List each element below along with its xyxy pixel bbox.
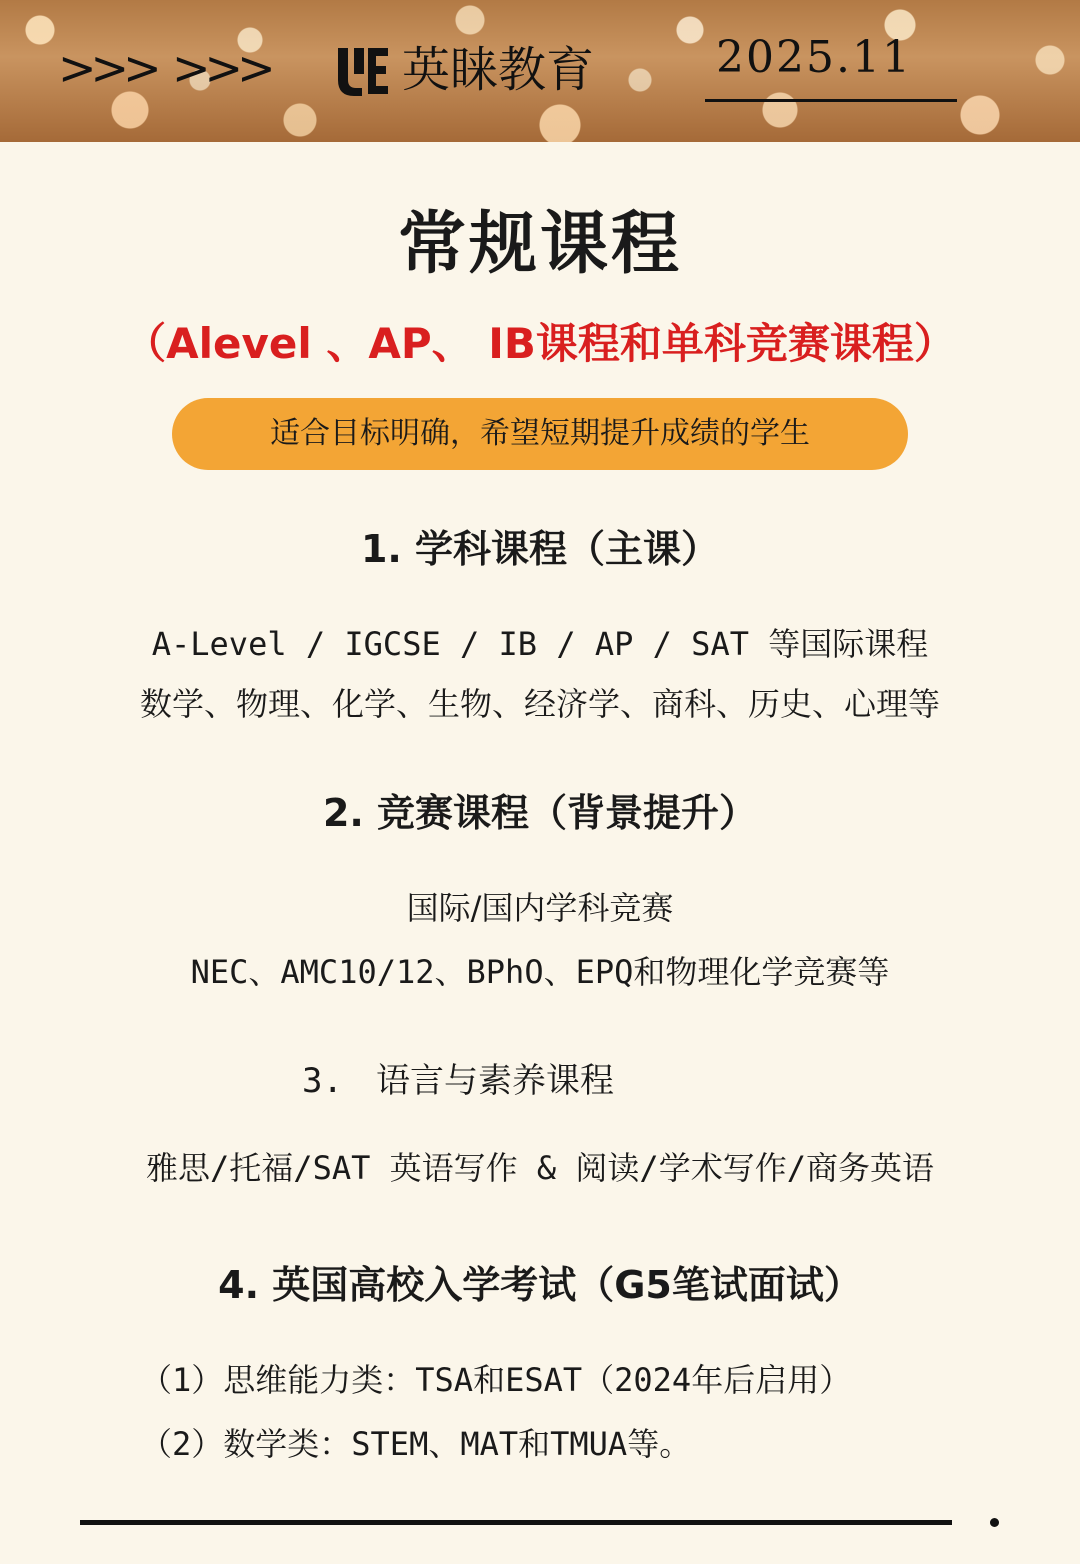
page-subtitle: （Alevel 、AP、 IB课程和单科竞赛课程） [124, 319, 956, 368]
chevrons-left: >>> [58, 41, 156, 95]
page-title: 常规课程 [397, 205, 682, 284]
chevrons-right: >>> [172, 41, 270, 95]
section-2-line-2: NEC、AMC10/12、BPhO、EPQ和物理化学竞赛等 [190, 953, 890, 991]
section-4-line-2: （2）数学类：STEM、MAT和TMUA等。 [140, 1425, 692, 1463]
section-1-heading: 1. 学科课程（主课） [360, 527, 720, 571]
section-3-title: 语言与素养课程 [376, 1061, 614, 1101]
section-2-line-1: 国际/国内学科竞赛 [406, 889, 674, 927]
section-1-line-2: 数学、物理、化学、生物、经济学、商科、历史、心理等 [139, 685, 940, 723]
footer-divider [80, 1520, 952, 1525]
brand-logo [332, 38, 594, 102]
section-4-heading: 4. 英国高校入学考试（G5笔试面试） [218, 1263, 862, 1307]
date-underline [705, 99, 957, 102]
audience-badge: 适合目标明确，希望短期提升成绩的学生 [172, 398, 908, 470]
section-3-line-1: 雅思/托福/SAT 英语写作 & 阅读/学术写作/商务英语 [146, 1149, 934, 1187]
section-2-heading: 2. 竞赛课程（背景提升） [322, 791, 758, 835]
ue-logo-icon [332, 40, 392, 100]
brand-name: 英睐教育 [402, 42, 595, 98]
date-label: 2025.11 [716, 32, 912, 83]
header-banner [0, 0, 1080, 142]
footer-dot [990, 1518, 999, 1527]
section-3-heading [302, 1058, 614, 1104]
section-4-line-1: （1）思维能力类：TSA和ESAT（2024年后启用） [140, 1361, 852, 1399]
section-1-line-1: A-Level / IGCSE / IB / AP / SAT 等国际课程 [151, 625, 929, 663]
section-3-number: 3. [302, 1061, 343, 1101]
